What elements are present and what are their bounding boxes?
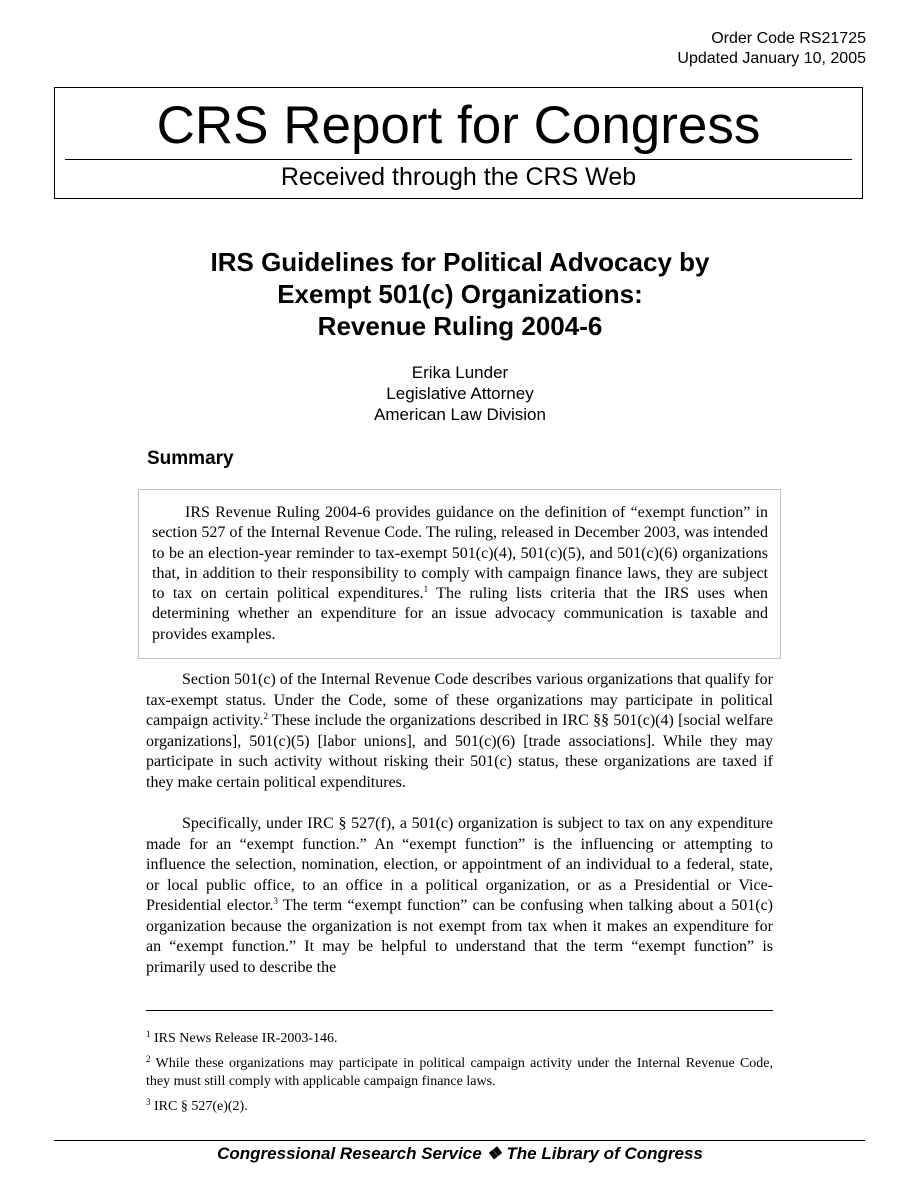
footnote-number: 3 [146,1097,151,1107]
footnote-number: 2 [146,1054,151,1064]
footnote-text: While these organizations may participate in political campaign activity under the Internal Revenue Code, they must still comply with applicable campaign finance laws. [146,1056,773,1089]
summary-paragraph [152,503,768,645]
footnote-divider [146,1010,773,1011]
body-paragraph [146,670,773,793]
footnote [146,1098,773,1116]
summary-box [138,489,781,659]
summary-text: IRS Revenue Ruling 2004-6 provides guidance on the definition of “exempt function” in section 527 of the Internal Revenue Code. The ruling, released in December 2003, was intended to be an election-year reminder to tax-exempt 501(c)(4), 501(c)(5), and 501(c)(6) organizations that, in addition to their responsibility to comply with campaign finance laws, they are subject to tax on certain political expenditures. [152,504,768,603]
footnote-text: IRS News Release IR-2003-146. [154,1031,338,1046]
footnote-ref: 1 [423,584,429,595]
footnote [146,1030,773,1048]
footer-divider [54,1140,865,1141]
footnote-number: 1 [146,1029,151,1039]
title-line: Revenue Ruling 2004-6 [317,311,603,341]
body-paragraph [146,814,773,978]
paragraph-text: Specifically, under IRC § 527(f), a 501(c) organization is subject to tax on any expenditure made for an “exempt function.” An “exempt function” is the influencing or attempting to influence the selection, nomination, election, or appointment of an individual to a federal, state, or local public office, to an office in a political organization, or as a Presidential or Vice-Presidential elector. [146,815,773,914]
report-banner [54,87,863,199]
footnote-text: IRC § 527(e)(2). [154,1099,248,1114]
document-title [0,246,920,342]
footnotes [146,1030,773,1123]
order-info [677,29,866,69]
footnote-ref: 2 [263,711,268,721]
summary-heading: Summary [147,448,234,469]
paragraph-text: These include the organizations described in IRC §§ 501(c)(4) [social welfare organizations], 501(c)(5) [labor unions], and 501(c)(6) [trade associations]. While they may participate in such activity without risking their 501(c) status, these organizations are taxed if they make certain political expenditures. [146,712,774,791]
author-position: Legislative Attorney [386,384,534,403]
footnote [146,1055,773,1091]
banner-subtitle: Received through the CRS Web [280,163,637,191]
title-line: Exempt 501(c) Organizations: [277,279,643,309]
author-division: American Law Division [374,405,546,424]
author-block [0,362,920,425]
footnote-ref: 3 [273,896,278,906]
order-code: Order Code RS21725 [711,30,866,47]
author-name: Erika Lunder [411,363,509,382]
banner-divider [65,159,852,160]
updated-date: Updated January 10, 2005 [677,50,866,67]
page-footer: Congressional Research Service ❖ The Library of Congress [217,1144,703,1163]
paragraph-text: The term “exempt function” can be confusing when talking about a 501(c) organization because the organization is not exempt from tax when it makes an expenditure for an “exempt function.” It may be helpful to understand that the term “exempt function” is primarily used to describe the [146,897,773,976]
banner-title: CRS Report for Congress [156,96,761,155]
summary-text: The ruling lists criteria that the IRS uses when determining whether an expenditure for an issue advocacy communication is taxable and provides examples. [152,585,768,643]
title-line: IRS Guidelines for Political Advocacy by [210,247,710,277]
paragraph-text: Section 501(c) of the Internal Revenue Code describes various organizations that qualify for tax-exempt status. Under the Code, some of these organizations may participate in political campaign activity. [146,671,773,729]
